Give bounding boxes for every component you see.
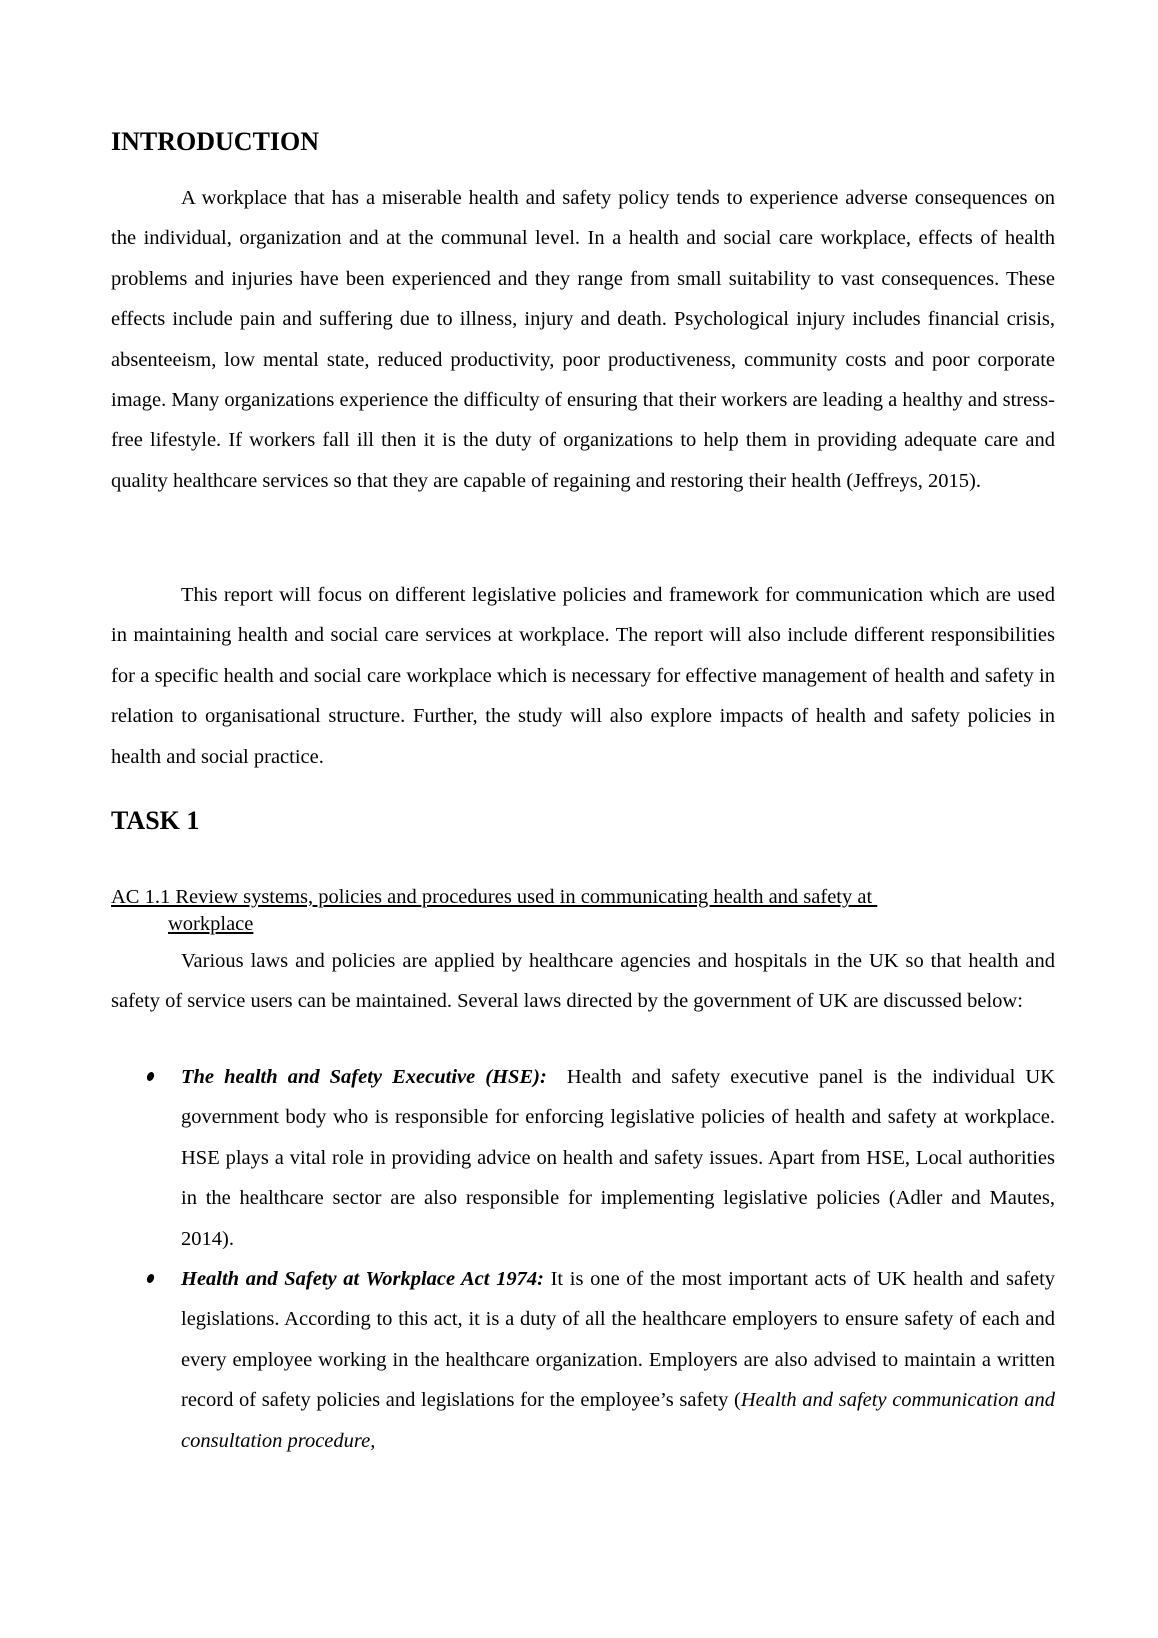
task1-intro-paragraph: Various laws and policies are applied by healthcare agencies and hospitals in the UK so that health and safety of service users can be maintained. Several laws directed by the government of UK are discussed below: <box>111 950 1055 1013</box>
ac-1-1-heading <box>111 884 1055 938</box>
bullet-title: Health and Safety at Workplace Act 1974: <box>181 1268 544 1291</box>
bullet-text: Health and safety executive panel is the individual UK government body who is responsible for enforcing legislative policies of health and safety at workplace. HSE plays a vital role in providing advice on health and safety issues. Apart from HSE, Local authorities in the healthcare sector are also responsible for implementing legislative policies (Adler and Mautes, 2014). <box>181 1066 1056 1250</box>
legislation-bullet-list <box>111 1057 1055 1461</box>
bullet-citation-italic: Health and safety communication and consultation procedure, <box>181 1389 1056 1452</box>
bullet-item-hswa-1974 <box>111 1259 1055 1461</box>
bullet-icon <box>146 1072 155 1081</box>
bullet-title: The health and Safety Executive (HSE): <box>181 1066 547 1088</box>
bullet-icon <box>146 1274 155 1283</box>
ac-1-1-heading-line2: workplace <box>168 913 254 935</box>
bullet-item-hse <box>111 1057 1055 1259</box>
bullet-text: It is one of the most important acts of UK health and safety legislations. According to this act, it is a duty of all the healthcare employers to ensure safety of each and every employee working in the healthcare organization. Employers are also advised to maintain a written record of safety policies and legislations for the employee’s safety ( <box>181 1268 1056 1412</box>
task1-heading: TASK 1 <box>111 806 200 835</box>
introduction-paragraph-2: This report will focus on different legislative policies and framework for communication which are used in maintaining health and social care services at workplace. The report will also include different responsibilities for a specific health and social care workplace which is necessary for effective management of health and safety in relation to organisational structure. Further, the study will also explore impacts of health and safety policies in health and social practice. <box>111 584 1055 768</box>
ac-1-1-heading-line1: AC 1.1 Review systems, policies and procedures used in communicating health and safety at <box>111 886 878 908</box>
introduction-heading: INTRODUCTION <box>111 127 320 156</box>
introduction-paragraph-1: A workplace that has a miserable health and safety policy tends to experience adverse consequences on the individual, organization and at the communal level. In a health and social care workplace, effects of health problems and injuries have been experienced and they range from small suitability to vast consequences. These effects include pain and suffering due to illness, injury and death. Psychological injury includes financial crisis, absenteeism, low mental state, reduced productivity, poor productiveness, community costs and poor corporate image. Many organizations experience the difficulty of ensuring that their workers are leading a healthy and stress-free lifestyle. If workers fall ill then it is the duty of organizations to help them in providing adequate care and quality healthcare services so that they are capable of regaining and restoring their health (Jeffreys, 2015). <box>111 187 1055 492</box>
